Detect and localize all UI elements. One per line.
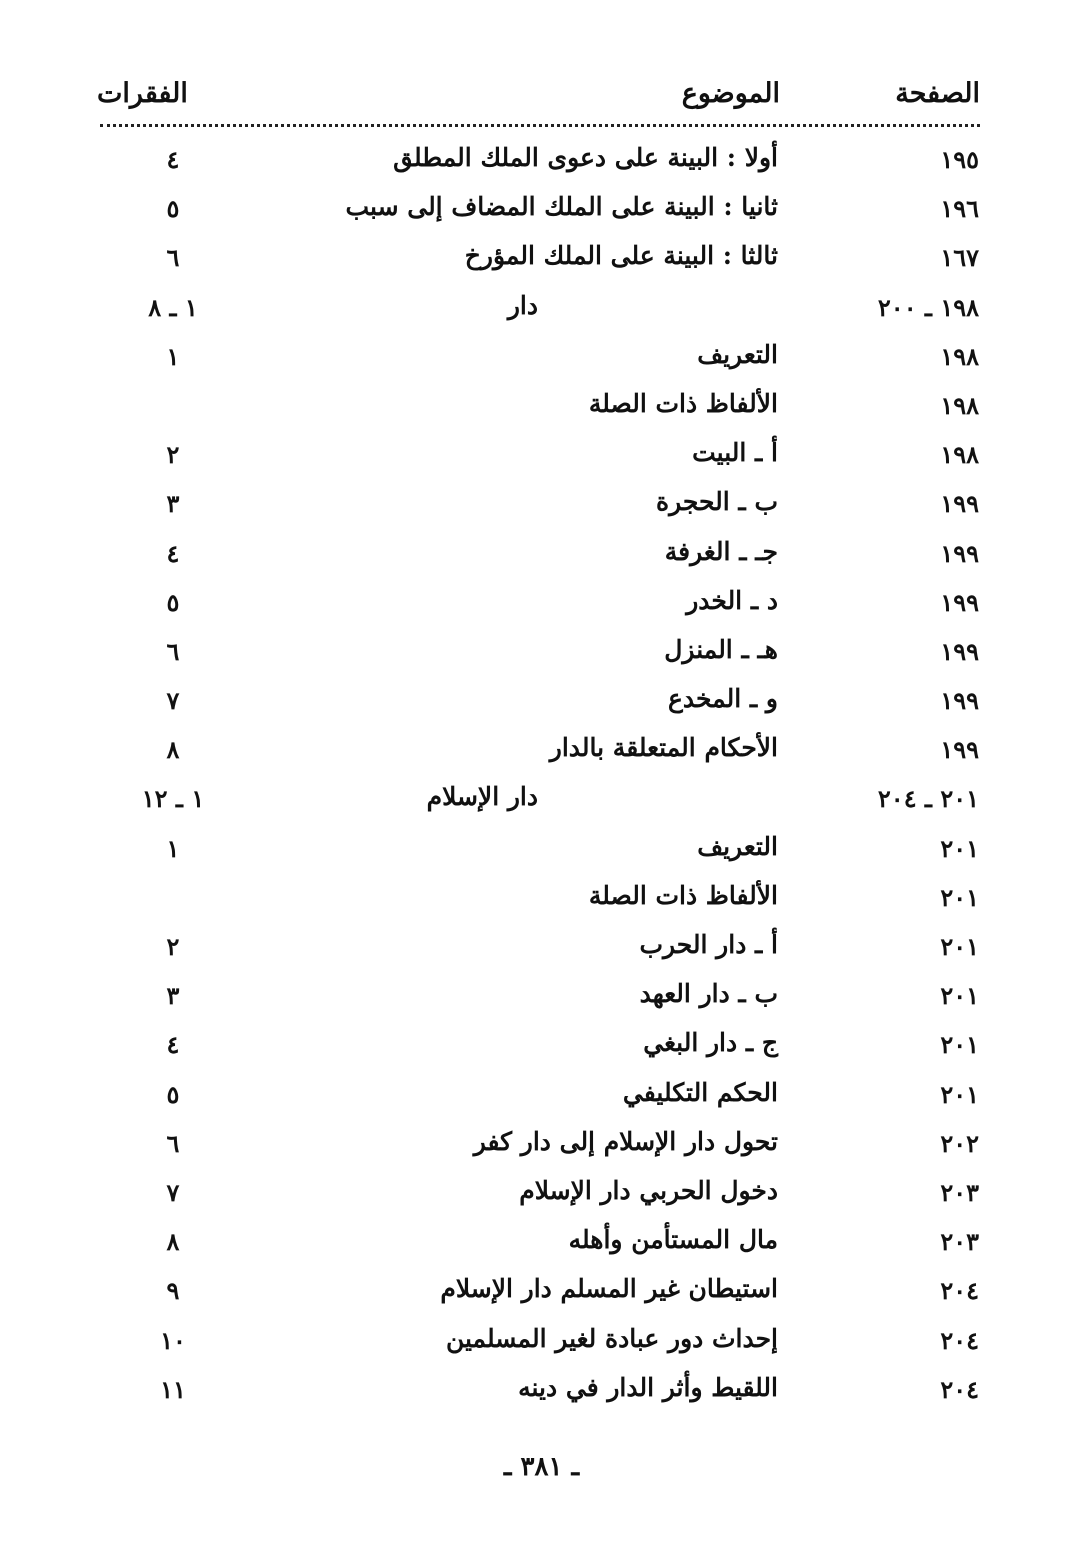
entry-paragraphs: ٣: [166, 489, 180, 519]
entry-topic: الأحكام المتعلقة بالدار: [549, 733, 778, 763]
entry-page-number: ١٩٨ ـ ٢٠٠: [877, 292, 979, 322]
entry-topic: أ ـ دار الحرب: [639, 930, 778, 959]
entry-paragraphs: ٥: [166, 587, 180, 617]
entry-paragraphs: ١: [166, 833, 180, 863]
entry-main-topic: دار: [507, 290, 538, 320]
entry-paragraphs: ٩: [166, 1276, 180, 1306]
entry-paragraphs: ٥: [166, 194, 180, 224]
index-row: [0, 1318, 1083, 1367]
entry-topic: ج ـ دار البغي: [643, 1028, 778, 1058]
index-row: [0, 432, 1083, 481]
entry-topic: دخول الحربي دار الإسلام: [519, 1175, 778, 1205]
entry-topic: التعريف: [697, 831, 778, 861]
entry-topic: الألفاظ ذات الصلة: [588, 880, 778, 910]
index-row: [0, 186, 1083, 235]
index-row: [0, 531, 1083, 580]
index-row: [0, 1170, 1083, 1219]
entry-page-number: ٢٠١: [940, 981, 979, 1011]
entry-page-number: ٢٠٤: [940, 1374, 979, 1404]
entry-page-number: ١٩٩: [940, 587, 979, 617]
entry-topic: استيطان غير المسلم دار الإسلام: [440, 1274, 778, 1304]
table-header: [0, 78, 1083, 122]
entry-page-number: ١٦٧: [940, 243, 979, 273]
index-row: [0, 973, 1083, 1022]
index-row: [0, 235, 1083, 284]
entry-paragraphs: ٤: [166, 145, 180, 174]
index-row: [0, 481, 1083, 530]
entry-topic: مال المستأمن وأهله: [568, 1225, 778, 1255]
entry-topic: أ ـ البيت: [692, 438, 778, 468]
entry-topic: إحداث دور عبادة لغير المسلمين: [445, 1323, 778, 1353]
entry-topic: هـ ـ المنزل: [664, 634, 778, 664]
index-row: [0, 1072, 1083, 1121]
index-row: [0, 875, 1083, 924]
index-main-entry-row: [0, 285, 1083, 334]
entry-page-number: ٢٠١: [940, 882, 979, 912]
entry-page-number: ١٩٨: [940, 390, 979, 420]
entry-topic: ب ـ دار العهد: [639, 979, 778, 1009]
entry-paragraphs: ٦: [166, 1128, 180, 1158]
index-row: [0, 1268, 1083, 1317]
entry-page-number: ١٩٩: [940, 636, 979, 666]
entry-page-number: ١٩٩: [940, 538, 979, 568]
entry-page-number: ٢٠٤: [940, 1325, 979, 1355]
header-dotted-divider: [100, 124, 980, 127]
index-row: [0, 580, 1083, 629]
entry-paragraphs: ١: [166, 341, 180, 371]
index-row: [0, 1367, 1083, 1416]
entry-paragraphs: ٨: [166, 1227, 180, 1257]
index-row: [0, 1022, 1083, 1071]
entry-paragraphs: ٤: [166, 538, 180, 568]
index-row: [0, 383, 1083, 432]
header-page: الصفحة: [895, 78, 980, 109]
entry-page-number: ١٩٦: [940, 194, 979, 224]
entry-page-number: ١٩٩: [940, 735, 979, 765]
entry-topic: د ـ الخدر: [686, 585, 778, 615]
index-row: [0, 1121, 1083, 1170]
entry-topic: ثالثا : البينة على الملك المؤرخ: [464, 241, 778, 271]
entry-paragraphs: ٢: [166, 932, 180, 961]
entry-page-number: ٢٠٢: [940, 1128, 979, 1158]
index-row: [0, 924, 1083, 973]
header-topic: الموضوع: [681, 78, 780, 109]
entry-topic: التعريف: [697, 339, 778, 369]
index-row: [0, 1219, 1083, 1268]
index-row: [0, 629, 1083, 678]
entry-topic: ثانيا : البينة على الملك المضاف إلى سبب: [345, 192, 778, 222]
entry-paragraphs: ١ ـ ١٢: [141, 784, 205, 814]
header-paragraphs: الفقرات: [97, 78, 188, 109]
entry-topic: الحكم التكليفي: [622, 1077, 778, 1107]
entry-topic: و ـ المخدع: [668, 684, 778, 714]
entry-topic: ب ـ الحجرة: [656, 487, 778, 517]
entry-page-number: ٢٠١: [940, 833, 979, 863]
entry-paragraphs: ١ ـ ٨: [148, 292, 198, 322]
index-rows: [0, 137, 1083, 1416]
entry-paragraphs: ٣: [166, 981, 180, 1011]
entry-page-number: ١٩٩: [940, 686, 979, 716]
entry-topic: أولا : البينة على دعوى الملك المطلق: [393, 143, 778, 172]
entry-paragraphs: ٧: [166, 686, 180, 716]
index-main-entry-row: [0, 776, 1083, 825]
entry-page-number: ٢٠١ ـ ٢٠٤: [877, 784, 979, 814]
entry-page-number: ٢٠٣: [940, 1227, 979, 1257]
index-row: [0, 826, 1083, 875]
index-row: [0, 137, 1083, 186]
entry-paragraphs: ٦: [166, 243, 180, 273]
entry-page-number: ٢٠١: [940, 932, 979, 961]
entry-topic: تحول دار الإسلام إلى دار كفر: [473, 1126, 778, 1156]
index-row: [0, 334, 1083, 383]
entry-paragraphs: ٨: [166, 735, 180, 765]
entry-topic: اللقيط وأثر الدار في دينه: [518, 1372, 778, 1402]
entry-page-number: ٢٠٤: [940, 1276, 979, 1306]
entry-paragraphs: ٤: [166, 1030, 180, 1060]
entry-page-number: ١٩٨: [940, 341, 979, 371]
entry-topic: الألفاظ ذات الصلة: [588, 388, 778, 418]
entry-paragraphs: ٦: [166, 636, 180, 666]
entry-page-number: ١٩٥: [940, 145, 979, 174]
index-row: [0, 678, 1083, 727]
page-number: ـ ٣٨١ ـ: [503, 1452, 580, 1482]
entry-paragraphs: ١٠: [160, 1325, 186, 1355]
entry-topic: جـ ـ الغرفة: [664, 536, 778, 566]
entry-paragraphs: ١١: [160, 1374, 186, 1404]
entry-paragraphs: ٧: [166, 1177, 180, 1207]
entry-main-topic: دار الإسلام: [426, 782, 538, 812]
index-row: [0, 727, 1083, 776]
entry-paragraphs: ٥: [166, 1079, 180, 1109]
entry-page-number: ١٩٨: [940, 440, 979, 470]
entry-page-number: ٢٠٣: [940, 1177, 979, 1207]
entry-page-number: ٢٠١: [940, 1030, 979, 1060]
entry-page-number: ١٩٩: [940, 489, 979, 519]
entry-paragraphs: ٢: [166, 440, 180, 470]
entry-page-number: ٢٠١: [940, 1079, 979, 1109]
